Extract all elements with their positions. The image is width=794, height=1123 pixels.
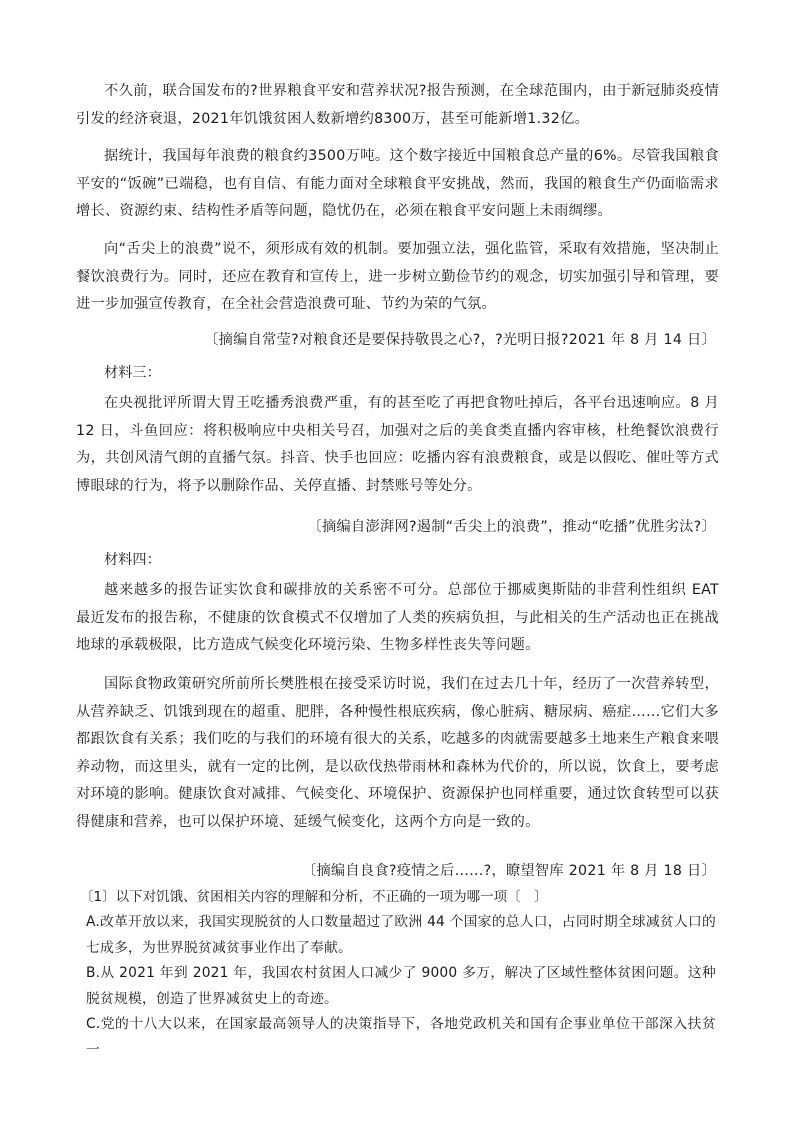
- material-3-text: 在央视批评所谓大胃王吃播秀浪费严重，有的甚至吃了再把食物吐掉后，各平台迅速响应。8 月 12 日，斗鱼回应：将积极响应中央相关号召，加强对之后的美食类直播内容审核，杜绝餐饮浪费行为，共创风清气朗的直播气氛。抖音、快手也回应：吃播内容有浪费粮食，或是以假吃、催吐等方式博眼球的行为，将予以删除作品、关停直播、封禁账号等处分。: [76, 395, 719, 494]
- source-citation-3: 〔摘编自良食?疫情之后……?，瞭望智库 2021 年 8 月 18 日〕: [301, 863, 716, 879]
- option-a: A.改革开放以来，我国实现脱贫的人口数量超过了欧洲 44 个国家的总人口，占同时期全球减贫人口的七成多，为世界脱贫减贫事业作出了奉献。: [86, 914, 716, 956]
- question-1: 〔1〕以下对饥饿、贫困相关内容的理解和分析，不正确的一项为哪一项〔 〕: [80, 889, 548, 905]
- material-3-label: 材料三：: [104, 365, 161, 381]
- paragraph-un-report: 不久前，联合国发布的?世界粮食平安和营养状况?报告预测，在全球范围内，由于新冠肺炎疫情引发的经济衰退，2021年饥饿贫困人数新增约8300万，甚至可能新增1.32亿。: [76, 83, 719, 127]
- material-4-paragraph-1: 越来越多的报告证实饮食和碳排放的关系密不可分。总部位于挪威奥斯陆的非营利性组织 EAT 最近发布的报告称，不健康的饮食模式不仅增加了人类的疾病负担，与此相关的生产活动也正在挑战地球的承载极限，比方造成气候变化环境污染、生物多样性丧失等问题。: [76, 582, 719, 653]
- option-c: C.党的十八大以来，在国家最高领导人的决策指导下，各地党政机关和国有企事业单位干部深入扶贫一: [86, 1016, 716, 1058]
- option-b: B.从 2021 年到 2021 年，我国农村贫困人口减少了 9000 多万，解决了区域性整体贫困问题。这种脱贫规模，创造了世界减贫史上的奇迹。: [86, 965, 716, 1007]
- source-citation-2: 〔摘编自澎湃网?遏制“舌尖上的浪费”，推动“吃播”优胜劣汰?〕: [307, 519, 716, 535]
- paragraph-stop-waste: 向“舌尖上的浪费”说不，须形成有效的机制。要加强立法，强化监管，采取有效措施，坚决制止餐饮浪费行为。同时，还应在教育和宣传上，进一步树立勤俭节约的观念，切实加强引导和管理，要进一步加强宣传教育，在全社会营造浪费可耻、节约为荣的气氛。: [76, 241, 719, 312]
- material-4-paragraph-2: 国际食物政策研究所前所长樊胜根在接受采访时说，我们在过去几十年，经历了一次营养转型，从营养缺乏、饥饿到现在的超重、肥胖，各种慢性根底疾病，像心脏病、糖尿病、癌症……它们大多都跟饮食有关系；我们吃的与我们的环境有很大的关系，吃越多的肉就需要越多土地来生产粮食来喂养动物，而这里头，就有一定的比例，是以砍伐热带雨林和森林为代价的，所以说，饮食上，要考虑对环境的影响。健康饮食对减排、气候变化、环境保护、资源保护也同样重要，通过饮食转型可以获得健康和营养，也可以保护环境、延缓气候变化，这两个方向是一致的。: [76, 676, 719, 830]
- source-citation-1: 〔摘编自常莹?对粮食还是要保持敬畏之心?，?光明日报?2021 年 8 月 14 日〕: [204, 332, 716, 348]
- paragraph-grain-waste: 据统计，我国每年浪费的粮食约3500万吨。这个数字接近中国粮食总产量的6%。尽管我国粮食平安的“饭碗”已端稳，也有自信、有能力面对全球粮食平安挑战，然而，我国的粮食生产仍面临需求增长、资源约束、结构性矛盾等问题，隐忧仍在，必须在粮食平安问题上未雨绸缪。: [76, 148, 719, 219]
- material-4-label: 材料四：: [104, 552, 161, 568]
